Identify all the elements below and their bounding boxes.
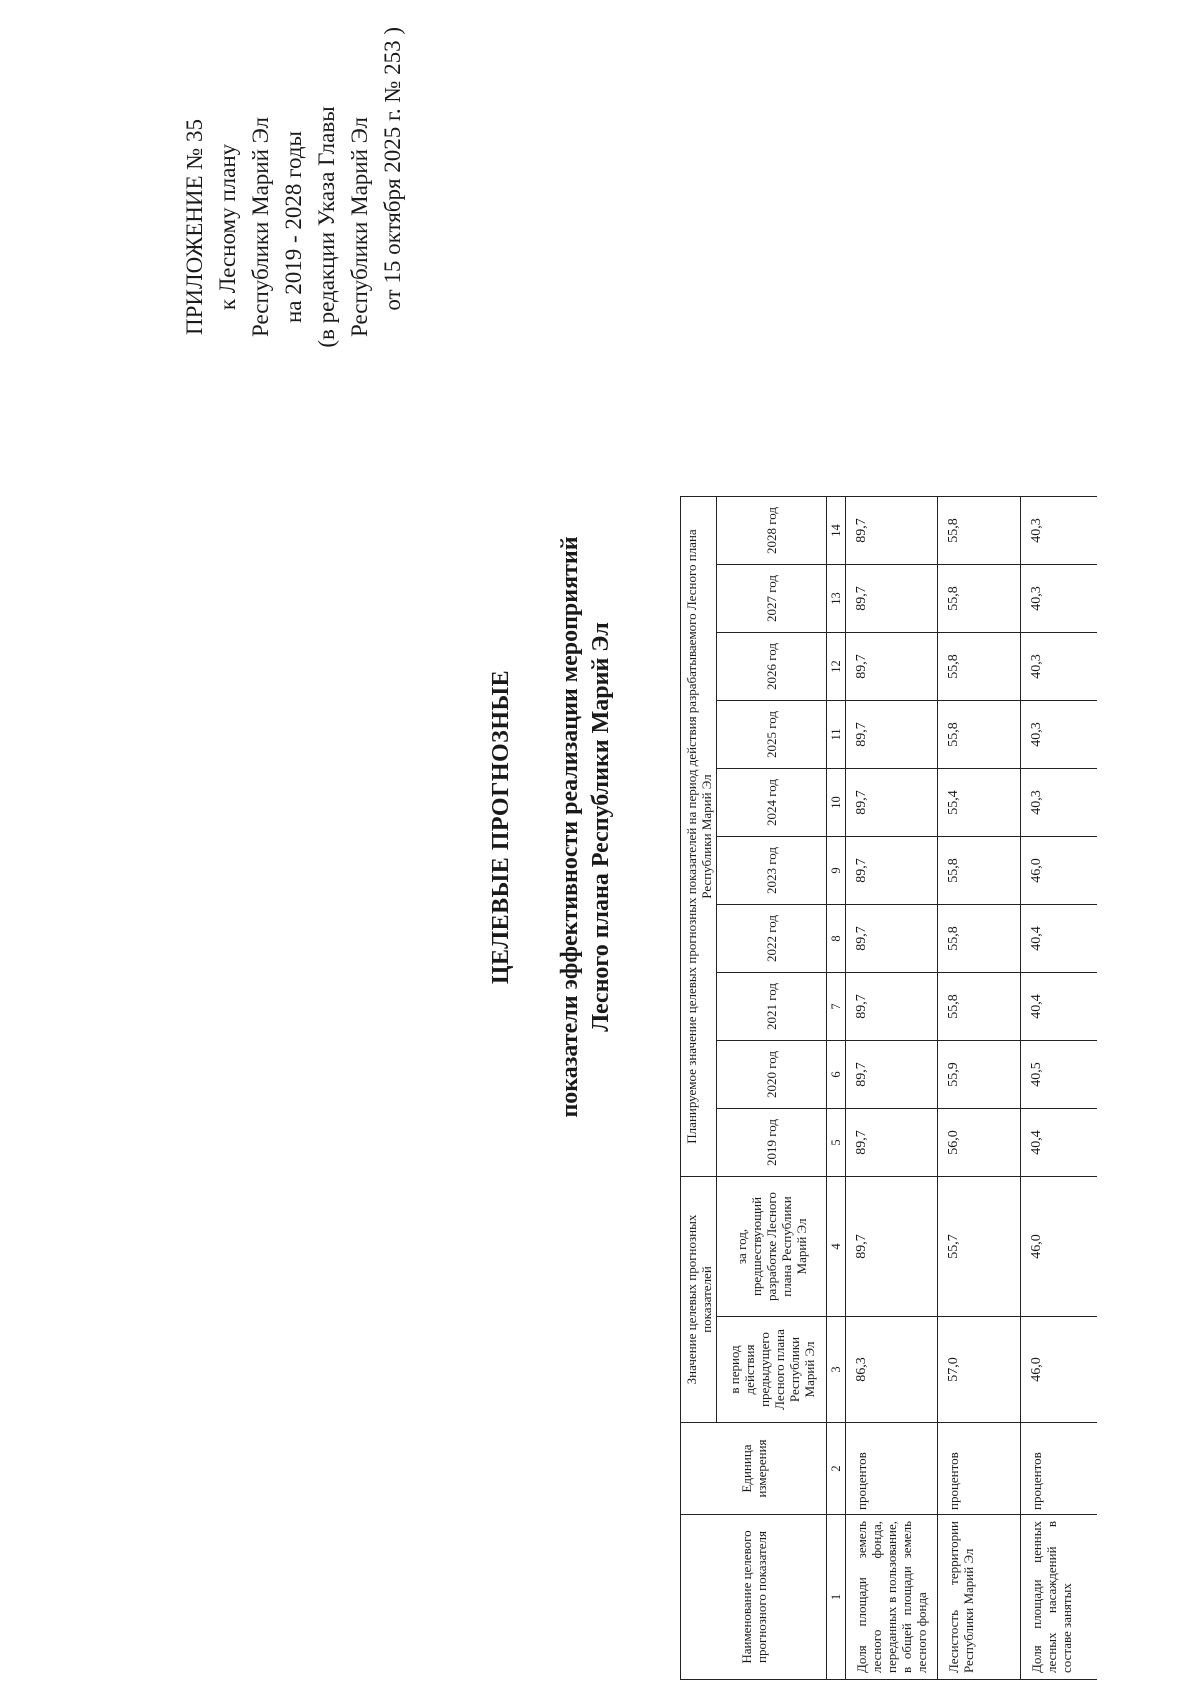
document-subtitle xyxy=(555,347,617,1307)
value-cell: 40,4 xyxy=(1021,905,1098,973)
appendix-line: Республики Марий Эл xyxy=(248,116,273,338)
appendix-line: к Лесному плану xyxy=(215,143,240,311)
value-cell: 89,7 xyxy=(846,1177,938,1317)
year-header: 2025 год xyxy=(717,701,827,769)
document-title: ЦЕЛЕВЫЕ ПРОГНОЗНЫЕ xyxy=(488,669,514,985)
value-cell: 55,7 xyxy=(938,1177,1021,1317)
value-cell: 56,0 xyxy=(938,1109,1021,1177)
value-cell: 89,7 xyxy=(846,565,938,633)
value-cell: 46,0 xyxy=(1021,1177,1098,1317)
column-number: 2 xyxy=(827,1423,846,1515)
value-cell: 89,7 xyxy=(846,497,938,565)
year-header: 2020 год xyxy=(717,1041,827,1109)
column-number: 4 xyxy=(827,1177,846,1317)
indicators-table xyxy=(680,496,1097,1680)
value-cell: 40,3 xyxy=(1021,565,1098,633)
value-cell: 40,4 xyxy=(1021,1109,1098,1177)
value-cell: 40,3 xyxy=(1021,497,1098,565)
column-number: 5 xyxy=(827,1109,846,1177)
table-row xyxy=(1021,497,1098,1680)
year-header: 2027 год xyxy=(717,565,827,633)
indicator-name: Лесистость территории Республики Марий Эл xyxy=(938,1515,1021,1680)
value-cell: 89,7 xyxy=(846,701,938,769)
value-cell: 46,0 xyxy=(1021,837,1098,905)
appendix-date-line: от 15 октября 2025 г. № 253 ) xyxy=(380,27,405,311)
indicator-unit: процентов xyxy=(938,1423,1021,1515)
subtitle-line: Лесного плана Республики Марий Эл xyxy=(588,622,614,1032)
header-planned-values: Планируемое значение целевых прогнозных показателей на период действия разрабатываемого Лесного плана Республики Марий Эл xyxy=(681,497,717,1177)
header-current-values: Значение целевых прогнозных показателей xyxy=(681,1177,717,1423)
header-prev-period: в период действия предыдущего Лесного плана Республики Марий Эл xyxy=(717,1317,827,1423)
column-number: 10 xyxy=(827,769,846,837)
value-cell: 89,7 xyxy=(846,1041,938,1109)
indicator-unit: процентов xyxy=(846,1423,938,1515)
column-number: 9 xyxy=(827,837,846,905)
year-header: 2019 год xyxy=(717,1109,827,1177)
table-row xyxy=(846,497,938,1680)
value-cell: 89,7 xyxy=(846,837,938,905)
value-cell: 55,4 xyxy=(938,769,1021,837)
year-header: 2023 год xyxy=(717,837,827,905)
appendix-line: Республики Марий Эл xyxy=(347,116,372,338)
value-cell: 40,3 xyxy=(1021,769,1098,837)
header-unit: Единица измерения xyxy=(681,1423,827,1515)
value-cell: 55,8 xyxy=(938,905,1021,973)
value-cell: 55,8 xyxy=(938,565,1021,633)
appendix-line: ПРИЛОЖЕНИЕ № 35 xyxy=(182,118,207,336)
column-number-row xyxy=(827,497,846,1680)
indicator-name: Доля площади ценных лесных насаждений в составе занятых xyxy=(1021,1515,1098,1680)
value-cell: 57,0 xyxy=(938,1317,1021,1423)
column-number: 11 xyxy=(827,701,846,769)
column-number: 1 xyxy=(827,1515,846,1680)
value-cell: 55,8 xyxy=(938,497,1021,565)
value-cell: 55,9 xyxy=(938,1041,1021,1109)
column-number: 8 xyxy=(827,905,846,973)
value-cell: 55,8 xyxy=(938,837,1021,905)
appendix-line: (в редакции Указа Главы xyxy=(314,106,339,348)
value-cell: 40,3 xyxy=(1021,701,1098,769)
column-number: 6 xyxy=(827,1041,846,1109)
year-header: 2021 год xyxy=(717,973,827,1041)
indicator-name: Доля площади земель лесного фонда, переданных в пользование, в общей площади земель лесного фонда xyxy=(846,1515,938,1680)
table-row xyxy=(938,497,1021,1680)
value-cell: 40,3 xyxy=(1021,633,1098,701)
subtitle-line: показатели эффективности реализации мероприятий xyxy=(557,536,583,1118)
value-cell: 89,7 xyxy=(846,905,938,973)
value-cell: 40,5 xyxy=(1021,1041,1098,1109)
column-number: 3 xyxy=(827,1317,846,1423)
column-number: 13 xyxy=(827,565,846,633)
appendix-line: на 2019 - 2028 годы xyxy=(281,130,306,324)
appendix-header xyxy=(178,27,409,427)
value-cell: 40,4 xyxy=(1021,973,1098,1041)
year-header: 2022 год xyxy=(717,905,827,973)
header-prev-year: за год, предшествующий разработке Лесного плана Республики Марий Эл xyxy=(717,1177,827,1317)
value-cell: 55,8 xyxy=(938,973,1021,1041)
value-cell: 89,7 xyxy=(846,973,938,1041)
column-number: 7 xyxy=(827,973,846,1041)
column-number: 12 xyxy=(827,633,846,701)
year-header: 2024 год xyxy=(717,769,827,837)
value-cell: 89,7 xyxy=(846,769,938,837)
year-header: 2028 год xyxy=(717,497,827,565)
value-cell: 46,0 xyxy=(1021,1317,1098,1423)
value-cell: 55,8 xyxy=(938,633,1021,701)
value-cell: 86,3 xyxy=(846,1317,938,1423)
year-header: 2026 год xyxy=(717,633,827,701)
column-number: 14 xyxy=(827,497,846,565)
value-cell: 89,7 xyxy=(846,1109,938,1177)
value-cell: 89,7 xyxy=(846,633,938,701)
indicator-unit: процентов xyxy=(1021,1423,1098,1515)
value-cell: 55,8 xyxy=(938,701,1021,769)
header-indicator-name: Наименование целевого прогнозного показателя xyxy=(681,1515,827,1680)
